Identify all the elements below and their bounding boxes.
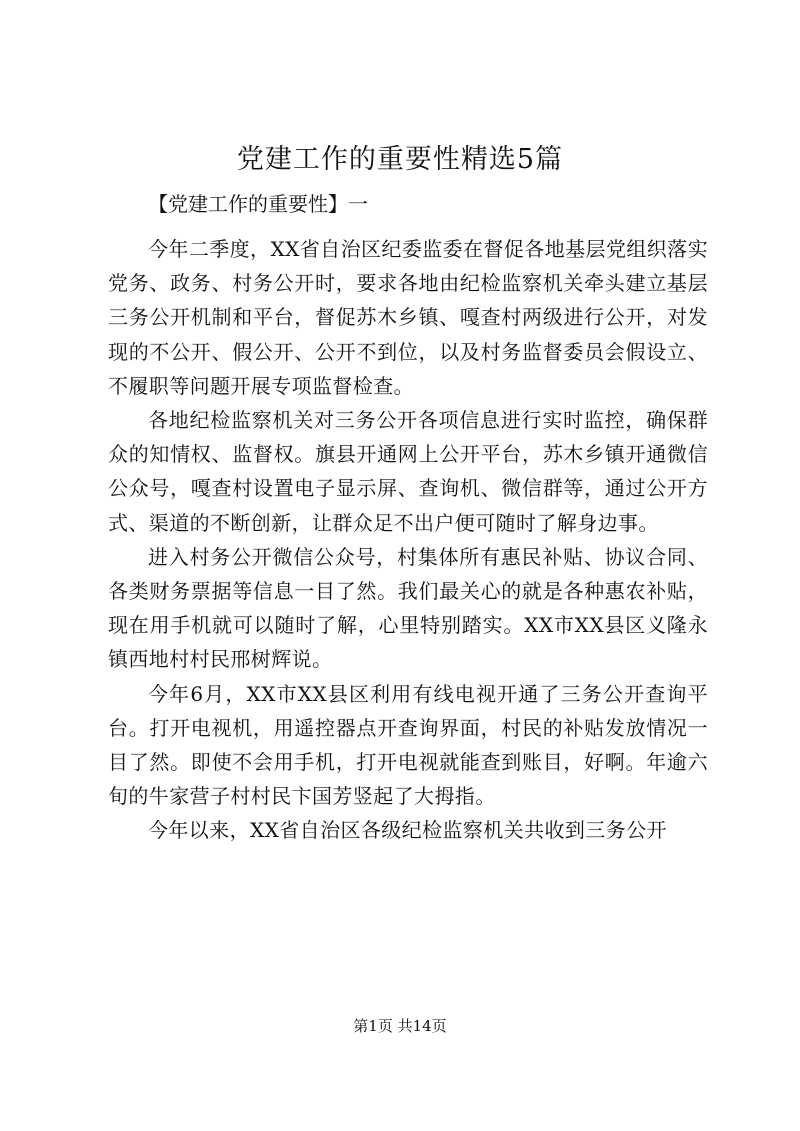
section-heading: 【党建工作的重要性】一 — [148, 192, 368, 216]
document-body — [108, 232, 708, 848]
paragraph-1: 今年二季度，XX省自治区纪委监委在督促各地基层党组织落实党务、政务、村务公开时，要求各地由纪检监察机关牵头建立基层三务公开机制和平台，督促苏木乡镇、嘎查村两级进行公开，对发现的不公开、假公开、公开不到位，以及村务监督委员会假设立、不履职等问题开展专项监督检查。 — [108, 237, 708, 398]
paragraph-3: 进入村务公开微信公众号，村集体所有惠民补贴、协议合同、各类财务票据等信息一目了然。我们最关心的就是各种惠农补贴，现在用手机就可以随时了解，心里特别踏实。XX市XX县区义隆永镇西地村村民邢树辉说。 — [108, 544, 708, 672]
document-title: 党建工作的重要性精选5篇 — [236, 144, 564, 175]
paragraph-2: 各地纪检监察机关对三务公开各项信息进行实时监控，确保群众的知情权、监督权。旗县开通网上公开平台，苏木乡镇开通微信公众号，嘎查村设置电子显示屏、查询机、微信群等，通过公开方式、渠道的不断创新，让群众足不出户便可随时了解身边事。 — [108, 408, 708, 535]
paragraph-5: 今年以来，XX省自治区各级纪检监察机关共收到三务公开 — [148, 818, 667, 843]
paragraph-4: 今年6月，XX市XX县区利用有线电视开通了三务公开查询平台。打开电视机，用遥控器点开查询界面，村民的补贴发放情况一目了然。即使不会用手机，打开电视就能查到账目，好啊。年逾六旬的牛家营子村村民卞国芳竖起了大拇指。 — [108, 681, 708, 809]
page-footer: 第1页 共14页 — [353, 1017, 447, 1035]
